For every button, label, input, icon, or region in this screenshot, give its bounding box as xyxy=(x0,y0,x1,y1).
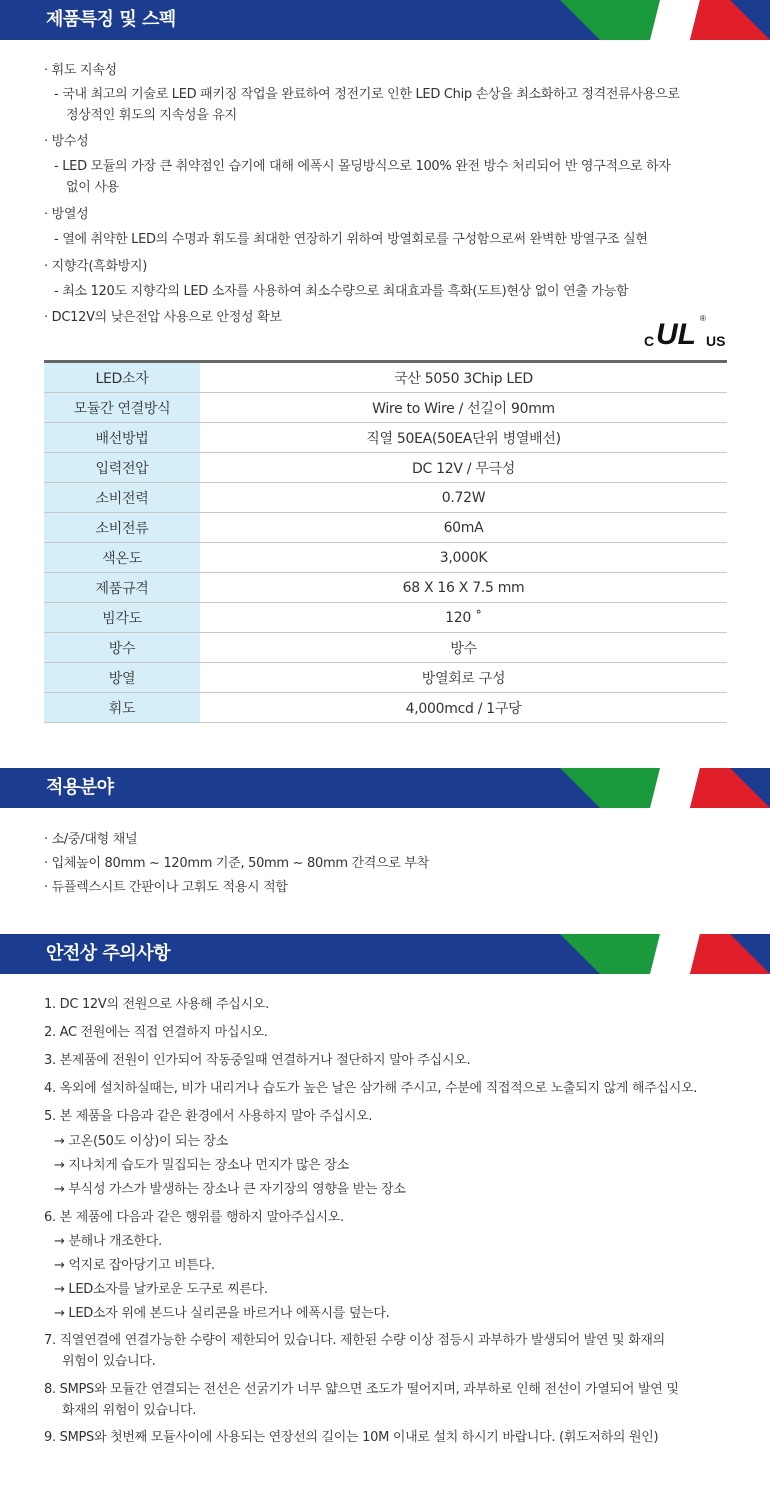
spec-value: Wire to Wire / 선길이 90mm xyxy=(200,393,727,423)
spec-label: LED소자 xyxy=(44,362,200,393)
spec-label: 입력전압 xyxy=(44,453,200,483)
table-row xyxy=(44,453,727,483)
safety-item: 4. 옥외에 설치하실때는, 비가 내리거나 습도가 높은 날은 삼가해 주시고, 수분에 직접적으로 노출되지 않게 해주십시오. xyxy=(44,1081,698,1096)
application-item: · 소/중/대형 채널 xyxy=(44,832,138,847)
section-header-safety xyxy=(0,934,770,974)
safety-subitem: → LED소자를 날카로운 도구로 찌른다. xyxy=(54,1282,268,1297)
feature-desc: - 최소 120도 지향각의 LED 소자를 사용하여 최소수량으로 최대효과를 흑화(도트)현상 없이 연출 가능함 xyxy=(54,284,629,299)
section-title: 적용분야 xyxy=(46,777,114,798)
feature-title: · 방열성 xyxy=(44,207,89,222)
spec-table xyxy=(44,360,727,723)
table-row xyxy=(44,543,727,573)
table-row xyxy=(44,393,727,423)
table-row xyxy=(44,423,727,453)
decorative-stripes xyxy=(540,768,770,808)
table-row xyxy=(44,573,727,603)
spec-value: 3,000K xyxy=(200,543,727,573)
cert-reg: ® xyxy=(700,314,706,323)
safety-item-cont: 화재의 위험이 있습니다. xyxy=(62,1403,197,1418)
spec-value: 국산 5050 3Chip LED xyxy=(200,362,727,393)
section-title: 제품특징 및 스펙 xyxy=(46,9,176,30)
decorative-stripes xyxy=(540,0,770,40)
feature-title: · 지향각(흑화방지) xyxy=(44,259,148,274)
safety-subitem: → 지나치게 습도가 밀집되는 장소나 먼지가 많은 장소 xyxy=(54,1158,349,1173)
section-header-applications xyxy=(0,768,770,808)
spec-value: 60mA xyxy=(200,513,727,543)
safety-subitem: → 부식성 가스가 발생하는 장소나 큰 자기장의 영향을 받는 장소 xyxy=(54,1182,406,1197)
feature-desc: - 국내 최고의 기술로 LED 패키징 작업을 완료하여 정전기로 인한 LED Chip 손상을 최소화하고 정격전류사용으로 xyxy=(54,87,680,102)
safety-item: 3. 본제품에 전원이 인가되어 작동중일때 연결하거나 절단하지 말아 주십시오. xyxy=(44,1053,471,1068)
feature-desc: - LED 모듈의 가장 큰 취약점인 습기에 대해 에폭시 몰딩방식으로 100% 완전 방수 처리되어 반 영구적으로 하자 xyxy=(54,159,671,174)
feature-desc: - 열에 취약한 LED의 수명과 휘도를 최대한 연장하기 위하여 방열회로를 구성함으로써 완벽한 방열구조 실현 xyxy=(54,232,648,247)
table-row xyxy=(44,633,727,663)
safety-item: 1. DC 12V의 전원으로 사용해 주십시오. xyxy=(44,997,269,1012)
spec-value: 120 ˚ xyxy=(200,603,727,633)
decorative-stripes xyxy=(540,934,770,974)
section-title: 안전상 주의사항 xyxy=(46,943,170,964)
application-item: · 입체높이 80mm ~ 120mm 기준, 50mm ~ 80mm 간격으로 부착 xyxy=(44,856,429,871)
safety-item-cont: 위험이 있습니다. xyxy=(62,1354,156,1369)
table-row xyxy=(44,513,727,543)
spec-label: 배선방법 xyxy=(44,423,200,453)
spec-label: 소비전력 xyxy=(44,483,200,513)
feature-title: · 휘도 지속성 xyxy=(44,63,117,78)
safety-item: 9. SMPS와 첫번째 모듈사이에 사용되는 연장선의 길이는 10M 이내로 설치 하시기 바랍니다. (휘도저하의 원인) xyxy=(44,1430,659,1445)
safety-subitem: → 억지로 잡아당기고 비튼다. xyxy=(54,1258,215,1273)
spec-label: 방열 xyxy=(44,663,200,693)
spec-value: 직열 50EA(50EA단위 병열배선) xyxy=(200,423,727,453)
feature-desc: 없이 사용 xyxy=(66,180,119,195)
table-row xyxy=(44,362,727,393)
spec-label: 휘도 xyxy=(44,693,200,723)
table-row xyxy=(44,603,727,633)
safety-item: 8. SMPS와 모듈간 연결되는 전선은 선굵기가 너무 얇으면 조도가 떨어지며, 과부하로 인해 전선이 가열되어 발연 및 xyxy=(44,1382,679,1397)
safety-subitem: → 분해나 개조한다. xyxy=(54,1234,162,1249)
safety-item: 6. 본 제품에 다음과 같은 행위를 행하지 말아주십시오. xyxy=(44,1210,344,1225)
spec-label: 색온도 xyxy=(44,543,200,573)
spec-label: 제품규격 xyxy=(44,573,200,603)
cert-ul: UL xyxy=(656,318,696,349)
safety-subitem: → LED소자 위에 본드나 실리콘을 바르거나 에폭시를 덮는다. xyxy=(54,1306,390,1321)
feature-title: · DC12V의 낮은전압 사용으로 안정성 확보 xyxy=(44,310,282,325)
cert-c: C xyxy=(644,333,655,349)
cul-us-certification-logo xyxy=(640,311,730,349)
feature-title: · 방수성 xyxy=(44,134,89,149)
spec-value: DC 12V / 무극성 xyxy=(200,453,727,483)
table-row xyxy=(44,663,727,693)
spec-value: 4,000mcd / 1구당 xyxy=(200,693,727,723)
spec-label: 모듈간 연결방식 xyxy=(44,393,200,423)
safety-item: 5. 본 제품을 다음과 같은 환경에서 사용하지 말아 주십시오. xyxy=(44,1109,373,1124)
spec-value: 방열회로 구성 xyxy=(200,663,727,693)
spec-value: 방수 xyxy=(200,633,727,663)
safety-item: 7. 직열연결에 연결가능한 수량이 제한되어 있습니다. 제한된 수량 이상 점등시 과부하가 발생되어 발연 및 화재의 xyxy=(44,1333,665,1348)
safety-subitem: → 고온(50도 이상)이 되는 장소 xyxy=(54,1134,228,1149)
application-item: · 듀플렉스시트 간판이나 고휘도 적용시 적합 xyxy=(44,880,288,895)
safety-item: 2. AC 전원에는 직접 연결하지 마십시오. xyxy=(44,1025,268,1040)
spec-label: 빔각도 xyxy=(44,603,200,633)
feature-desc: 정상적인 휘도의 지속성을 유지 xyxy=(66,108,237,123)
table-row xyxy=(44,693,727,723)
cert-us: US xyxy=(706,333,726,349)
table-row xyxy=(44,483,727,513)
spec-label: 방수 xyxy=(44,633,200,663)
spec-label: 소비전류 xyxy=(44,513,200,543)
spec-value: 68 X 16 X 7.5 mm xyxy=(200,573,727,603)
spec-value: 0.72W xyxy=(200,483,727,513)
section-header-features xyxy=(0,0,770,40)
